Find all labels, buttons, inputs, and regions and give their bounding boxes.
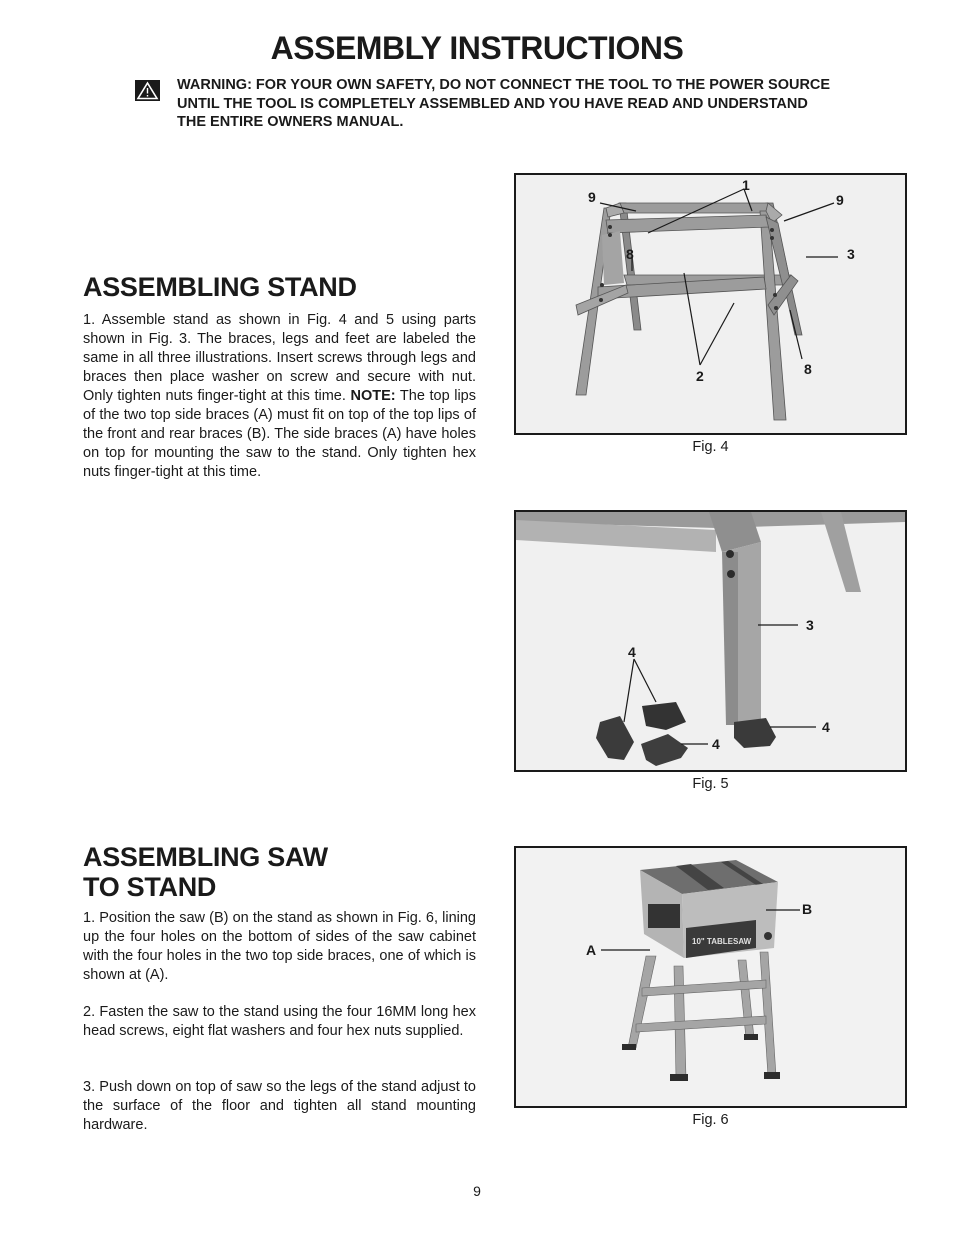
fig5-caption: Fig. 5 bbox=[692, 776, 729, 792]
fig5-callout-4-group: 4 bbox=[628, 644, 636, 660]
note-label: NOTE: bbox=[350, 388, 396, 404]
saw-step-3: 3. Push down on top of saw so the legs of the stand adjust to the surface of the floor and tighten all stand mounting hardware. bbox=[83, 1079, 476, 1133]
fig4-callout-3: 3 bbox=[847, 246, 855, 262]
stand-instructions bbox=[83, 311, 476, 482]
fig5-callout-4-right: 4 bbox=[822, 719, 830, 735]
fig4-callout-9-right: 9 bbox=[836, 192, 844, 208]
leg-feet-illustration bbox=[516, 512, 905, 770]
fig6-callout-a: A bbox=[586, 942, 597, 958]
saw-section-heading bbox=[83, 842, 328, 902]
saw-step-1: 1. Position the saw (B) on the stand as shown in Fig. 6, lining up the four holes on the bottom of sides of the saw cabinet with the four holes in the two top side braces, one of which is shown at (A). bbox=[83, 910, 476, 983]
saw-badge-text: 10" TABLESAW bbox=[692, 937, 752, 946]
page-number: 9 bbox=[473, 1183, 481, 1199]
fig5-callout-3: 3 bbox=[806, 617, 814, 633]
fig6-callout-b: B bbox=[802, 901, 813, 917]
warning-triangle-icon bbox=[135, 80, 160, 101]
figure-6-saw-on-stand bbox=[514, 846, 907, 1108]
saw-heading-line2: TO STAND bbox=[83, 872, 217, 902]
stand-instructions-text: 1. Assemble stand as shown in Fig. 4 and 5 using parts shown in Fig. 3. The braces, legs and feet are labeled the same in all three illustrations. Insert screws through legs and braces then place washer on screw and secure with nut. Only tighten nuts finger-tight at this time. bbox=[83, 312, 476, 404]
page-title: ASSEMBLY INSTRUCTIONS bbox=[270, 30, 684, 66]
stand-instructions-note: The top lips of the two top side braces (A) must fit on top of the top lips of the front and rear braces (B). The side braces (A) have holes on top for mounting the saw to the stand. Only tighten hex nuts finger-tight at this time. bbox=[83, 388, 476, 480]
stand-section-heading: ASSEMBLING STAND bbox=[83, 272, 357, 302]
fig4-caption: Fig. 4 bbox=[692, 439, 729, 455]
fig4-callout-9-left: 9 bbox=[588, 189, 596, 205]
fig4-callout-8-lower: 8 bbox=[804, 361, 812, 377]
saw-on-stand-illustration bbox=[516, 848, 905, 1106]
fig4-callout-2: 2 bbox=[696, 368, 704, 384]
fig4-callout-1: 1 bbox=[742, 177, 750, 193]
saw-step-2: 2. Fasten the saw to the stand using the four 16MM long hex head screws, eight flat washers and four hex nuts supplied. bbox=[83, 1004, 476, 1039]
warning-text: WARNING: FOR YOUR OWN SAFETY, DO NOT CONNECT THE TOOL TO THE POWER SOURCE UNTIL THE TOOL IS COMPLETELY ASSEMBLED AND YOU HAVE READ AND UNDERSTAND THE ENTIRE OWNERS MANUAL. bbox=[177, 77, 831, 130]
fig5-callout-4-bottom: 4 bbox=[712, 736, 720, 752]
fig4-callout-8-upper: 8 bbox=[626, 246, 634, 262]
stand-illustration bbox=[516, 175, 905, 433]
saw-heading-line1: ASSEMBLING SAW bbox=[83, 842, 328, 872]
figure-5-leg-feet bbox=[514, 510, 907, 772]
figure-4-stand-assembled bbox=[514, 173, 907, 435]
fig6-caption: Fig. 6 bbox=[692, 1112, 729, 1128]
